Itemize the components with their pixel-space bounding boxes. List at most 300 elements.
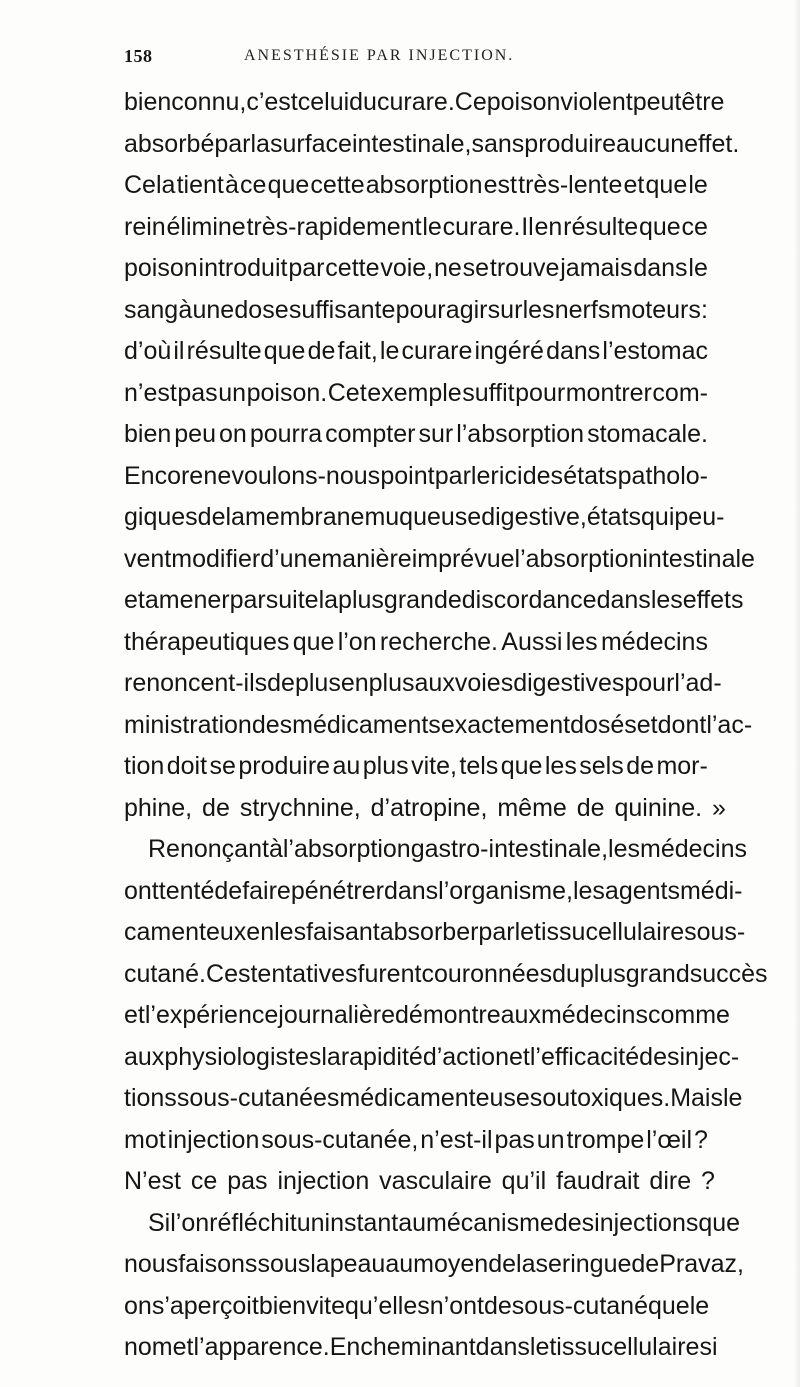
word: au	[332, 752, 361, 780]
word: point	[380, 461, 435, 490]
word: grande	[383, 586, 462, 614]
word: du	[349, 88, 377, 116]
word: les	[274, 918, 307, 946]
word: à	[178, 295, 193, 324]
word: d’une	[260, 544, 322, 573]
word: amener	[144, 586, 230, 614]
word: médecins	[640, 835, 747, 863]
word: agir	[445, 295, 488, 324]
word: la	[225, 503, 245, 531]
word: comme	[647, 1001, 730, 1029]
word: médi-	[679, 876, 743, 905]
word: montrer	[565, 378, 652, 407]
word: d’action	[422, 1042, 509, 1071]
line-text: N’est ce pas injection vasculaire qu’il faudrait dire ?	[124, 1167, 715, 1195]
line-text: phine, de strychnine, d’atropine, même de quinine. »	[124, 793, 726, 822]
word: ingéré	[474, 337, 544, 365]
text-line	[124, 663, 722, 705]
word: suite	[265, 586, 319, 614]
word: n’est	[124, 378, 177, 407]
word: discordance	[461, 586, 597, 614]
word: un	[536, 1125, 565, 1154]
word: injec-	[679, 1042, 740, 1071]
page-number: 158	[124, 46, 153, 66]
word: l’absorption	[514, 544, 643, 573]
word: tentatives	[250, 959, 358, 988]
word: en	[534, 212, 563, 241]
word: pourra	[249, 420, 323, 448]
word: les	[522, 295, 555, 324]
word: de	[197, 503, 226, 531]
word: états	[563, 461, 618, 490]
word: un	[218, 378, 247, 407]
word: de	[267, 669, 295, 697]
word: que	[698, 1208, 741, 1237]
word: tions	[124, 1084, 177, 1112]
word: pas	[177, 378, 218, 407]
word: plus	[338, 586, 384, 614]
word: Mais	[670, 1084, 723, 1112]
word: que	[263, 337, 306, 365]
word: com-	[652, 378, 708, 407]
word: giques	[124, 503, 198, 531]
word: absorbé	[124, 129, 215, 158]
word: ministration	[124, 710, 252, 739]
word: seringue	[535, 1250, 632, 1278]
word: camenteux	[124, 918, 247, 946]
word: celui	[297, 88, 350, 116]
text-line	[124, 165, 708, 207]
word: des	[639, 1042, 680, 1071]
text-line	[124, 1120, 708, 1162]
word: de	[307, 337, 336, 365]
word: stomacale.	[587, 420, 708, 448]
text-line	[124, 1327, 718, 1369]
word: on	[219, 420, 247, 448]
word: moyen	[413, 1250, 489, 1278]
word: d’où	[124, 337, 172, 365]
word: l’absorption	[282, 835, 411, 863]
word: se	[209, 752, 236, 780]
word: absorption	[365, 171, 483, 199]
word: sur	[418, 420, 454, 448]
word: connu,	[171, 88, 247, 116]
word: démontre	[395, 1001, 501, 1029]
word: Ce	[454, 88, 487, 116]
word: dans	[596, 586, 651, 614]
word: le	[689, 1291, 710, 1320]
word: la	[310, 1250, 330, 1278]
word: une	[192, 295, 235, 324]
word: résulte	[563, 212, 639, 241]
word: absorber	[379, 918, 479, 946]
word: en	[246, 918, 275, 946]
word: suffisante	[288, 295, 396, 324]
word: tenté	[158, 876, 215, 905]
text-line	[124, 580, 744, 622]
word: fait,	[337, 337, 378, 365]
word: poison	[486, 88, 561, 116]
word: introduit	[198, 254, 288, 282]
word: des	[522, 461, 564, 490]
word: pour	[395, 295, 446, 324]
text-line	[124, 331, 708, 373]
word: parler	[434, 461, 499, 490]
word: compter	[325, 420, 416, 448]
word: exemple	[367, 378, 462, 407]
word: qui	[641, 503, 675, 531]
text-line	[124, 124, 740, 166]
word: n’est-il	[420, 1125, 493, 1154]
word: surface	[269, 129, 352, 158]
word: vite,	[411, 752, 457, 780]
word: l’on	[337, 627, 377, 656]
text-line	[124, 207, 708, 249]
word: grand	[625, 959, 690, 988]
word: la	[516, 1250, 536, 1278]
text-line	[124, 871, 743, 913]
word: être	[681, 88, 725, 116]
word: Cela	[124, 171, 176, 199]
word: dans	[475, 1333, 530, 1361]
text-line	[124, 414, 708, 456]
word: patholo-	[617, 461, 708, 490]
word: le	[379, 337, 400, 365]
word: à	[224, 171, 239, 199]
word: et	[172, 1333, 194, 1361]
word: sang	[124, 295, 179, 324]
text-line	[124, 248, 708, 290]
running-head	[124, 46, 704, 72]
word: le	[688, 171, 708, 199]
text-line	[124, 373, 708, 415]
word: mor-	[656, 752, 708, 780]
word: dose	[234, 295, 289, 324]
text-line	[124, 1203, 741, 1245]
word: pour	[624, 669, 675, 697]
word: tissu	[534, 918, 586, 946]
word: tels	[459, 752, 499, 780]
word: mécanisme	[426, 1208, 554, 1237]
word: dans	[633, 254, 688, 282]
word: effets	[682, 586, 744, 614]
word: thérapeutiques	[124, 627, 290, 656]
word: médicamenteuses	[339, 1084, 543, 1112]
word: injections	[594, 1208, 699, 1237]
word: s’aperçoit	[151, 1291, 259, 1320]
word: cheminant	[360, 1333, 476, 1361]
word: recherche.	[379, 627, 499, 656]
word: faire	[242, 876, 291, 905]
word: En	[329, 1333, 361, 1361]
word: sels	[579, 752, 624, 780]
word: digestive,	[481, 503, 587, 531]
word: résulte	[186, 337, 262, 365]
word: à	[268, 835, 283, 863]
word: couronnées	[421, 959, 553, 988]
word: mot	[124, 1125, 166, 1154]
word: qu’elles	[344, 1291, 430, 1320]
text-line	[124, 912, 746, 954]
word: nerfs	[554, 295, 611, 324]
word: l’expérience	[144, 1001, 279, 1029]
body-text	[124, 82, 768, 1369]
word: renoncent-ils	[124, 669, 268, 697]
text-line	[124, 539, 755, 581]
word: se	[462, 254, 490, 282]
word: par	[478, 918, 515, 946]
word: au	[398, 1208, 426, 1237]
word: pas	[494, 1125, 535, 1154]
word: intestinale	[642, 544, 755, 573]
word: rapidité	[340, 1042, 423, 1071]
word: doit	[166, 752, 208, 780]
word: :	[701, 295, 708, 324]
word: aux	[414, 669, 455, 697]
word: ne	[203, 461, 232, 490]
word: physiologistes	[164, 1042, 322, 1071]
text-line	[124, 995, 730, 1037]
word: moteurs	[610, 295, 701, 324]
word: que	[648, 1291, 690, 1320]
word: toxiques.	[570, 1084, 671, 1112]
word: faisant	[306, 918, 380, 946]
word: l’estomac	[602, 337, 708, 365]
word: jamais	[560, 254, 633, 282]
word: n’ont	[429, 1291, 484, 1320]
word: le	[722, 1084, 743, 1112]
word: l’ac-	[706, 710, 753, 739]
word: produire	[238, 752, 331, 780]
word: du	[552, 959, 580, 988]
word: les	[650, 586, 683, 614]
word: il	[173, 337, 185, 365]
word: Encore	[124, 461, 204, 490]
word: voulons-nous	[231, 461, 381, 490]
text-line	[124, 746, 708, 788]
word: gastro-intestinale,	[410, 835, 609, 863]
word: peut	[632, 88, 682, 116]
word: vent	[124, 544, 172, 573]
word: tissu	[549, 1333, 601, 1361]
word: furent	[357, 959, 422, 988]
word: bien	[124, 88, 172, 116]
word: ont	[124, 876, 159, 905]
word: cellulaire	[600, 1333, 700, 1361]
word: et	[124, 1001, 145, 1029]
word: de	[488, 1250, 517, 1278]
word: exactement	[440, 710, 571, 739]
word: le	[514, 918, 535, 946]
word: l’absorption	[456, 420, 585, 448]
word: sous	[257, 1250, 311, 1278]
word: ce	[240, 171, 267, 199]
word: sans	[471, 129, 525, 158]
word: curare.	[376, 88, 455, 116]
word: suffit	[462, 378, 515, 407]
word: voies	[454, 669, 514, 697]
word: violent	[560, 88, 633, 116]
word: peau	[329, 1250, 386, 1278]
word: Si	[148, 1208, 171, 1237]
word: que	[500, 752, 543, 780]
word: l’organisme,	[438, 876, 573, 905]
word: la	[250, 129, 270, 158]
word: tion	[124, 752, 165, 780]
word: l’efficacité	[529, 1042, 640, 1071]
word: des	[553, 1208, 595, 1237]
word: nous	[124, 1250, 179, 1278]
word: aux	[500, 1001, 541, 1029]
word: sous-cutanées	[176, 1084, 340, 1112]
word: en	[340, 669, 369, 697]
word: les	[608, 835, 640, 863]
word: trompe	[566, 1125, 645, 1154]
word: un	[296, 1208, 325, 1237]
word: plus	[294, 669, 341, 697]
word: l’on	[170, 1208, 210, 1237]
word: Aussi	[501, 627, 563, 656]
word: sous-cutané	[511, 1291, 648, 1320]
word: Cet	[327, 378, 367, 407]
word: vite	[306, 1291, 345, 1320]
word: des	[251, 710, 293, 739]
word: on	[124, 1291, 152, 1320]
word: de	[483, 1291, 512, 1320]
word: par	[214, 129, 251, 158]
word: voie,	[380, 254, 434, 282]
word: agents	[604, 876, 680, 905]
text-line	[124, 1161, 715, 1203]
word: curare.	[442, 212, 521, 241]
word: le	[422, 212, 442, 241]
word: cette	[325, 254, 380, 282]
word: aux	[124, 1042, 165, 1071]
word: Il	[521, 212, 534, 241]
word: pour	[515, 378, 566, 407]
word: dosés	[570, 710, 637, 739]
word: médecins	[540, 1001, 648, 1029]
word: de	[631, 1250, 660, 1278]
word: plus	[368, 669, 415, 697]
word: Ces	[206, 959, 251, 988]
word: rein	[124, 212, 166, 241]
word: sur	[487, 295, 523, 324]
word: dont	[657, 710, 707, 739]
text-line	[124, 497, 725, 539]
word: manière	[321, 544, 412, 573]
word: Renonçant	[148, 835, 269, 863]
word: que	[292, 627, 335, 656]
word: ne	[434, 254, 462, 282]
word: que	[638, 212, 681, 241]
word: et	[623, 171, 645, 199]
word: produire	[524, 129, 617, 158]
word: digestives	[513, 669, 625, 697]
word: les	[572, 876, 605, 905]
word: le	[688, 254, 708, 282]
word: ici	[498, 461, 523, 490]
word: journalière	[278, 1001, 396, 1029]
word: la	[318, 586, 339, 614]
word: médecins	[600, 627, 708, 656]
word: les	[565, 627, 598, 656]
word: est	[483, 171, 518, 199]
text-line	[124, 622, 708, 664]
word: succès	[689, 959, 768, 988]
text-line	[124, 1244, 744, 1286]
word: peu	[174, 420, 216, 448]
word: dans	[546, 337, 601, 365]
word: très-rapidement	[246, 212, 422, 241]
word: cette	[310, 171, 365, 199]
word: par	[288, 254, 325, 282]
word: que	[267, 171, 310, 199]
word: la	[321, 1042, 341, 1071]
word: les	[544, 752, 577, 780]
text-line	[124, 788, 726, 830]
word: plus	[579, 959, 626, 988]
word: ?	[693, 1125, 708, 1154]
text-line	[124, 705, 753, 747]
word: plus	[362, 752, 409, 780]
text-line	[124, 1037, 740, 1079]
word: que	[645, 171, 688, 199]
word: cutané.	[124, 959, 207, 988]
word: c’est	[246, 88, 298, 116]
text-line	[124, 82, 725, 124]
word: effet.	[684, 129, 740, 158]
word: très-lente	[518, 171, 623, 199]
word: poison	[124, 254, 198, 282]
word: tient	[176, 171, 224, 199]
word: injection	[167, 1125, 260, 1154]
running-title: ANESTHÉSIE PAR INJECTION.	[244, 47, 515, 64]
word: et	[636, 710, 658, 739]
word: modifier	[171, 544, 261, 573]
word: peu-	[674, 503, 725, 531]
word: sous-cutanée,	[261, 1125, 419, 1154]
word: imprévue	[411, 544, 515, 573]
word: états	[586, 503, 642, 531]
text-line	[124, 829, 747, 871]
word: bien	[124, 420, 172, 448]
word: ou	[542, 1084, 571, 1112]
word: intestinale,	[351, 129, 472, 158]
word: instant	[324, 1208, 399, 1237]
word: médicaments	[292, 710, 441, 739]
word: dans	[383, 876, 439, 905]
word: et	[124, 586, 145, 614]
word: élimine	[166, 212, 246, 241]
word: et	[508, 1042, 530, 1071]
word: sous-	[684, 918, 746, 946]
word: bien	[258, 1291, 307, 1320]
word: pénétrer	[290, 876, 384, 905]
word: de	[214, 876, 243, 905]
word: si	[699, 1333, 718, 1361]
word: nom	[124, 1333, 173, 1361]
word: l’apparence.	[193, 1333, 330, 1361]
text-line	[124, 954, 768, 996]
page-edge-shadow	[794, 0, 800, 1387]
word: l’œil	[646, 1125, 693, 1154]
word: le	[529, 1333, 550, 1361]
word: réfléchit	[209, 1208, 297, 1237]
word: l’ad-	[674, 669, 722, 697]
word: au	[385, 1250, 414, 1278]
text-line	[124, 1286, 708, 1328]
